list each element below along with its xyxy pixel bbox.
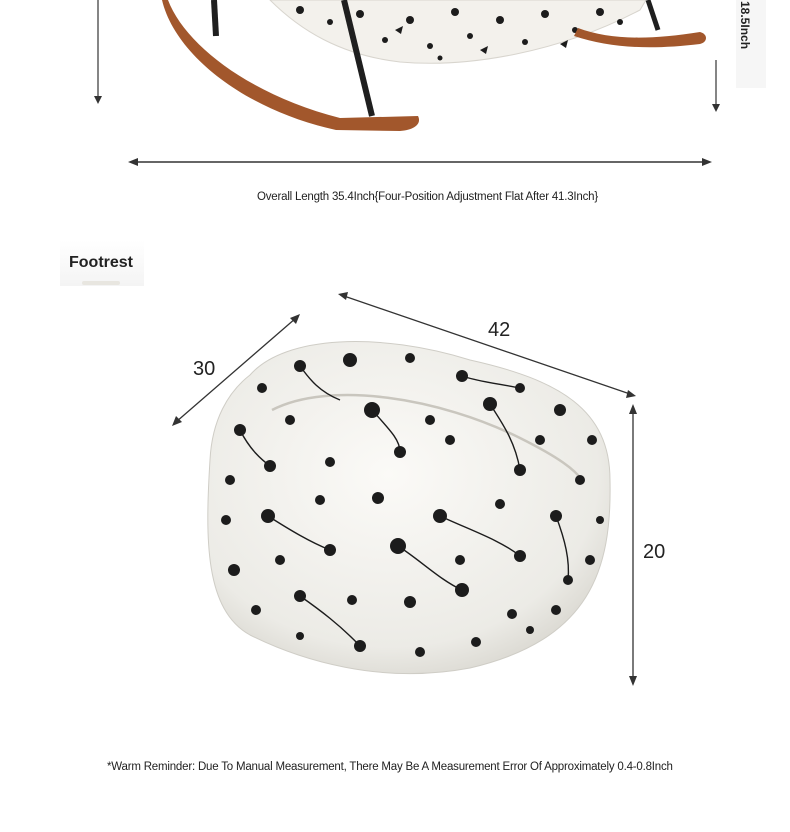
footrest-length-arrowhead-b (626, 390, 636, 398)
footrest-height-label: 20 (643, 541, 666, 563)
footrest-body (208, 342, 610, 674)
overall-length-arrowhead-right (702, 158, 712, 166)
overall-length-caption: Overall Length 35.4Inch{Four-Position Adjustment Flat After 41.3Inch} (257, 191, 598, 203)
footrest-length-arrowhead-a (338, 292, 348, 300)
warm-reminder: *Warm Reminder: Due To Manual Measurement, There May Be A Measurement Error Of Approximately 0.4-0.8Inch (107, 761, 673, 773)
footrest-height-arrowhead-b (629, 676, 637, 686)
footrest-width-label: 30 (193, 358, 216, 380)
overall-length-arrowhead-left (128, 158, 138, 166)
chair-height-arrowhead-left (94, 96, 102, 104)
chair-leg-back-left (214, 0, 216, 36)
footrest-length-label: 42 (488, 319, 511, 341)
chair-leg-back-right (648, 0, 658, 30)
chair-height-arrowhead-right (712, 104, 720, 112)
chair-height-label: 18.5Inch (738, 1, 752, 50)
footrest-illustration (0, 280, 790, 700)
chair-height-label-box (736, 0, 766, 88)
footrest-title: Footrest (69, 254, 133, 271)
footrest-height-arrowhead-a (629, 404, 637, 414)
rocking-chair-illustration (0, 0, 790, 180)
